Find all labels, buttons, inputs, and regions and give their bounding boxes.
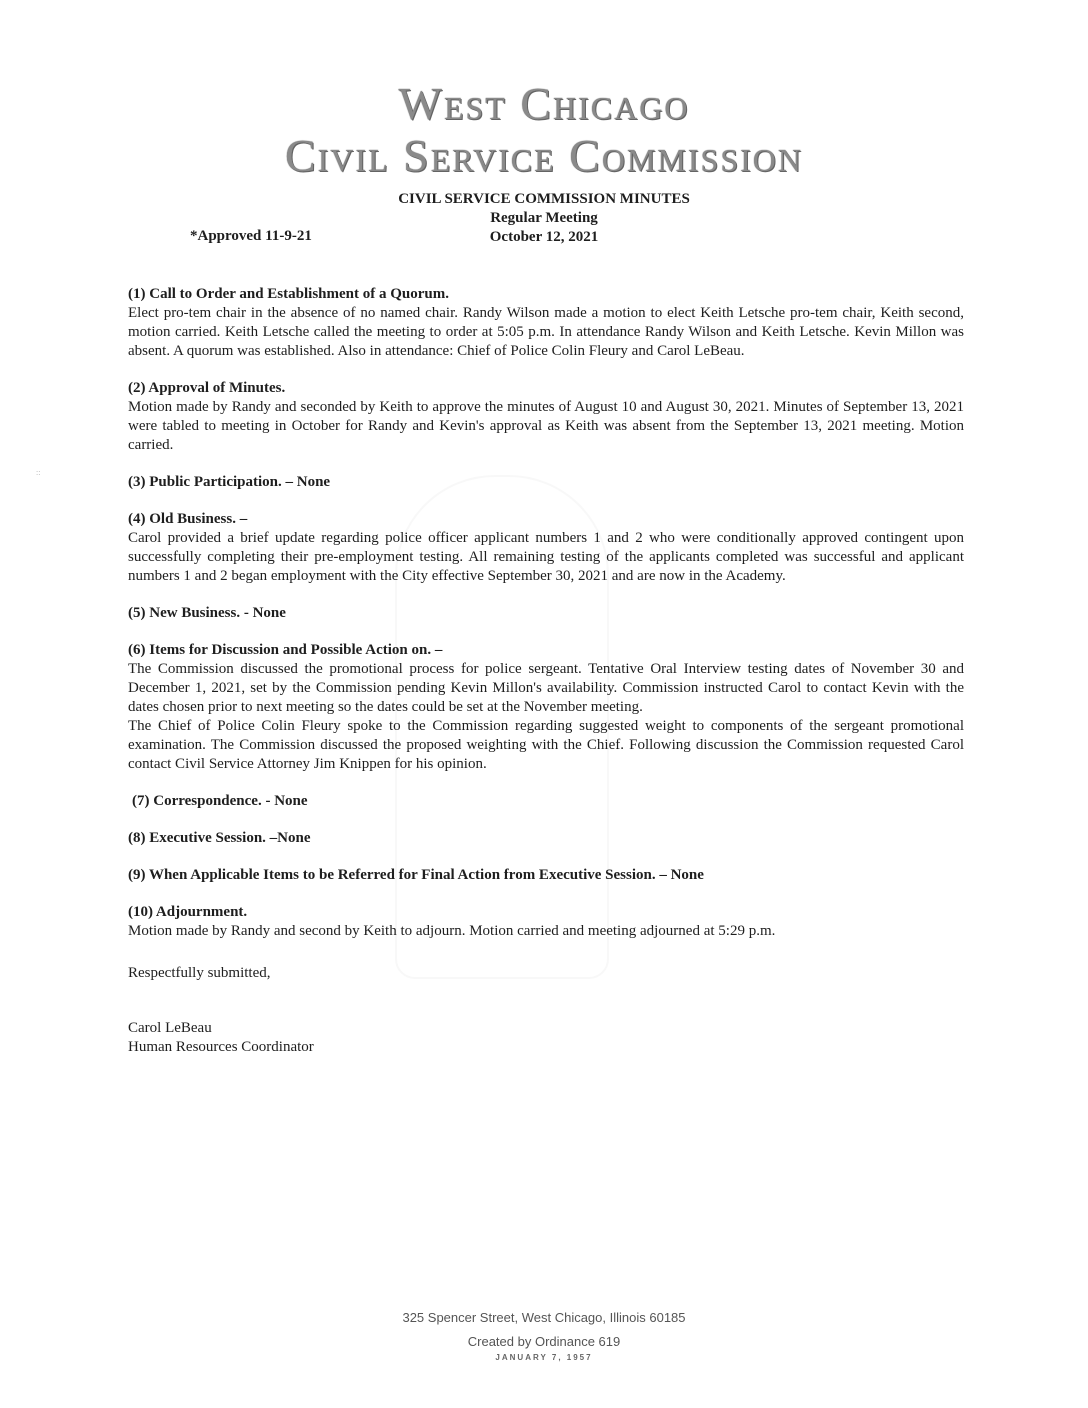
section-referred-items	[128, 866, 964, 885]
footer-ordinance: Created by Ordinance 619	[467, 1334, 621, 1349]
letterhead-line-1: West Chicago	[398, 78, 690, 129]
approved-stamp-text: *Approved 11-9-21	[190, 228, 312, 244]
section-approval-of-minutes	[128, 379, 964, 455]
meeting-type: Regular Meeting	[490, 210, 598, 226]
section-heading: (8) Executive Session. –None	[128, 830, 311, 846]
minutes-body	[128, 285, 964, 959]
section-heading: (6) Items for Discussion and Possible Action on. –	[128, 642, 443, 658]
section-heading: (4) Old Business. –	[128, 511, 248, 527]
signer-title: Human Resources Coordinator	[128, 1039, 314, 1055]
section-adjournment	[128, 903, 964, 941]
section-correspondence	[128, 792, 964, 811]
section-text: Motion made by Randy and second by Keith to adjourn. Motion carried and meeting adjourned at 5:29 p.m.	[128, 923, 776, 939]
section-public-participation	[128, 473, 964, 492]
meeting-date: October 12, 2021	[489, 229, 599, 245]
section-heading: (1) Call to Order and Establishment of a Quorum.	[128, 286, 449, 302]
section-heading: (3) Public Participation. – None	[128, 474, 331, 490]
section-executive-session	[128, 829, 964, 848]
section-heading: (7) Correspondence. - None	[132, 793, 308, 809]
section-heading: (2) Approval of Minutes.	[128, 380, 286, 396]
section-text: The Commission discussed the promotional process for police sergeant. Tentative Oral Interview testing dates of November 30 and December 1, 2021, set by the Commission pending Kevin Millon's availability. Commission instructed Carol to contact Kevin with the dates chosen prior to next meeting so the dates could be set at the November meeting.	[128, 661, 964, 715]
footer-address: 325 Spencer Street, West Chicago, Illinois 60185	[402, 1310, 686, 1325]
section-new-business	[128, 604, 964, 623]
section-discussion-items	[128, 641, 964, 774]
footer-ordinance-date: JANUARY 7, 1957	[495, 1353, 593, 1362]
section-text: Carol provided a brief update regarding police officer applicant numbers 1 and 2 who were conditionally approved contingent upon successfully completing their pre-employment testing. All remaining testing of the applicants completed was successful and applicant numbers 1 and 2 began employment with the City effective September 30, 2021 and are now in the Academy.	[128, 530, 964, 584]
letterhead-line-2: Civil Service Commission	[284, 130, 804, 181]
section-old-business	[128, 510, 964, 586]
section-text: Motion made by Randy and seconded by Keith to approve the minutes of August 10 and August 30, 2021. Minutes of September 13, 2021 were tabled to meeting in October for Randy and Kevin's approval as Keith was absent from the September 13, 2021 meeting. Motion carried.	[128, 399, 964, 453]
section-heading: (10) Adjournment.	[128, 904, 248, 920]
closing-line: Respectfully submitted,	[128, 965, 271, 981]
section-text: Elect pro-tem chair in the absence of no named chair. Randy Wilson made a motion to elect Keith Letsche pro-tem chair, Keith second, motion carried. Keith Letsche called the meeting to order at 5:05 p.m. In attendance Randy Wilson and Keith Letsche. Kevin Millon was absent. A quorum was established. Also in attendance: Chief of Police Colin Fleury and Carol LeBeau.	[128, 305, 964, 359]
signer-name: Carol LeBeau	[128, 1020, 212, 1036]
section-text-2: The Chief of Police Colin Fleury spoke to the Commission regarding suggested weight to components of the sergeant promotional examination. The Commission discussed the proposed weighting with the Chief. Following discussion the Commission requested Carol contact Civil Service Attorney Jim Knippen for his opinion.	[128, 718, 964, 772]
scan-speck: ::	[36, 468, 41, 477]
section-heading: (5) New Business. - None	[128, 605, 286, 621]
minutes-title: CIVIL SERVICE COMMISSION MINUTES	[398, 191, 690, 207]
section-heading: (9) When Applicable Items to be Referred for Final Action from Executive Session. – None	[128, 867, 704, 883]
section-call-to-order	[128, 285, 964, 361]
